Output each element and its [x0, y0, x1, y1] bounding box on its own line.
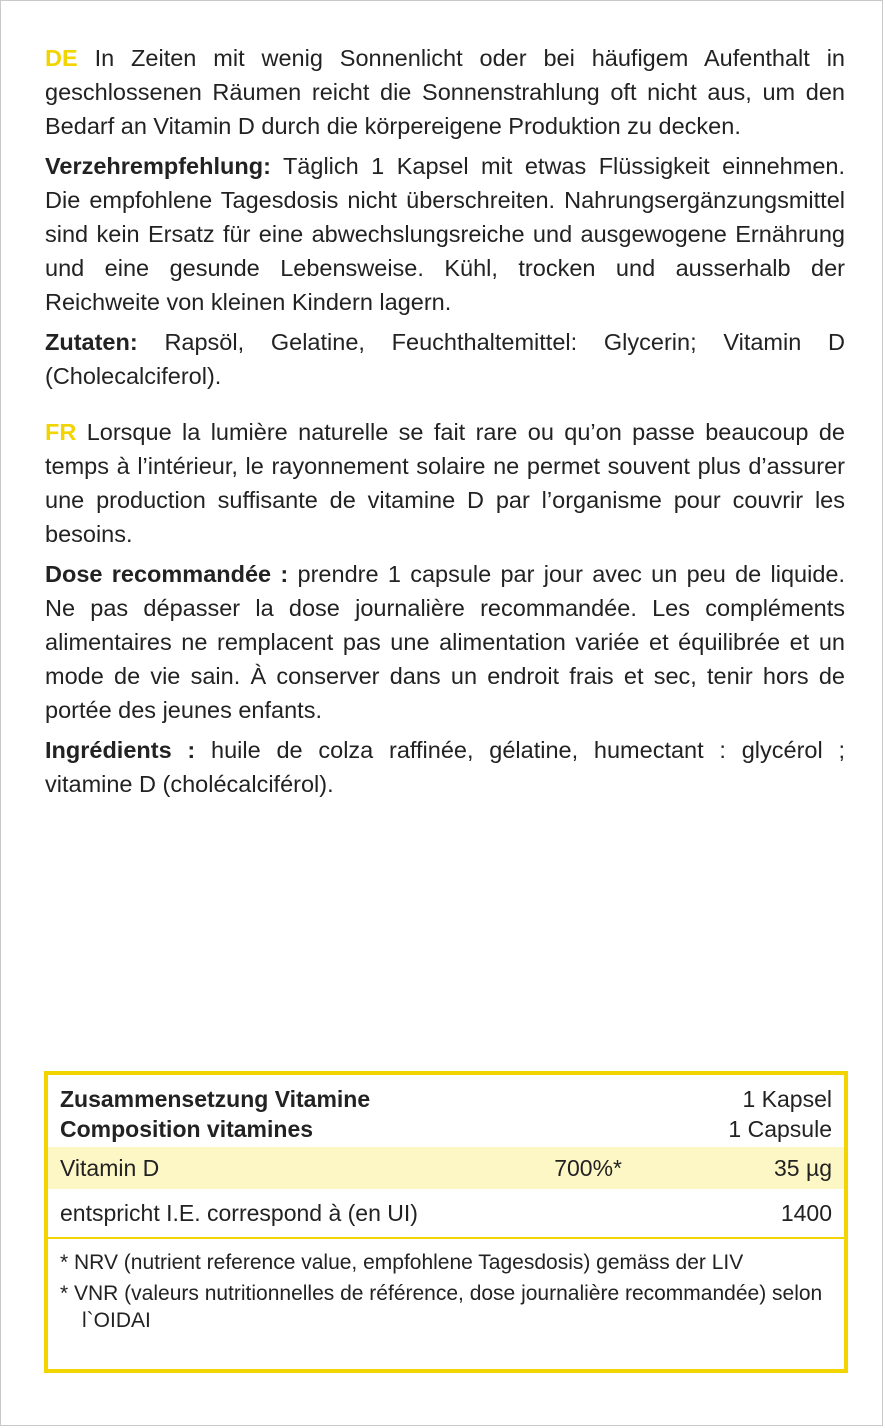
table-title: [60, 1084, 370, 1144]
fr-dose: [45, 557, 845, 727]
row-value: 1400: [780, 1199, 832, 1226]
de-tag: DE: [45, 45, 78, 71]
table-notes: [48, 1239, 844, 1334]
de-ingredients-label: Zutaten:: [45, 329, 138, 355]
fr-intro-text: Lorsque la lumière naturelle se fait rare ou qu’on passe beaucoup de temps à l’intérieur, le rayonnement solaire ne permet souvent plus d’assurer une production suffisante de vitamine D par l’organisme pour couvrir les besoins.: [45, 419, 845, 547]
fr-dose-label: Dose recommandée :: [45, 561, 289, 587]
de-ingredients-text: Rapsöl, Gelatine, Feuchthaltemittel: Glycerin; Vitamin D (Cholecalciferol).: [45, 329, 845, 389]
table-unit-de: 1 Kapsel: [742, 1086, 832, 1112]
table-row: [48, 1189, 844, 1239]
label-text: [45, 41, 845, 807]
row-name: entspricht I.E. correspond à (en UI): [60, 1199, 418, 1226]
table-title-fr: Composition vitamines: [60, 1116, 314, 1142]
fr-ingredients: [45, 733, 845, 801]
table-unit-fr: 1 Capsule: [728, 1116, 832, 1142]
fr-ingredients-text: huile de colza raffinée, gélatine, humectant : glycérol ; vitamine D (cholécalciférol).: [45, 737, 846, 797]
row-pct: 700%*: [554, 1154, 622, 1181]
fr-dose-text: prendre 1 capsule par jour avec un peu de liquide. Ne pas dépasser la dose journalière recommandée. Les compléments alimentaires ne remplacent pas une alimentation variée et équilibrée et un mode de vie sain. À conserver dans un endroit frais et sec, tenir hors de portée des jeunes enfants.: [45, 561, 845, 723]
fr-tag: FR: [45, 419, 77, 445]
table-title-de: Zusammensetzung Vitamine: [60, 1086, 371, 1112]
row-value: 35 µg: [773, 1154, 832, 1181]
fr-intro: [45, 415, 845, 551]
de-intro: [45, 41, 845, 143]
de-intro-text: In Zeiten mit wenig Sonnenlicht oder bei häufigem Aufenthalt in geschlossenen Räumen reicht die Sonnenstrahlung oft nicht aus, um den Bedarf an Vitamin D durch die körpereigene Produktion zu decken.: [45, 45, 846, 139]
row-name: Vitamin D: [60, 1154, 160, 1181]
table-row: [48, 1147, 844, 1189]
nutrition-table: [44, 1071, 848, 1373]
de-dose-text: Täglich 1 Kapsel mit etwas Flüssigkeit einnehmen. Die empfohlene Tagesdosis nicht überschreiten. Nahrungsergänzungsmittel sind kein Ersatz für eine abwechslungsreiche und ausgewogene Ernährung und eine gesunde Lebensweise. Kühl, trocken und ausserhalb der Reichweite von kleinen Kindern lagern.: [45, 153, 845, 315]
table-header: [48, 1075, 844, 1147]
footnote-nrv: * NRV (nutrient reference value, empfohlene Tagesdosis) gemäss der LIV: [60, 1251, 744, 1274]
table-unit: [728, 1084, 832, 1144]
fr-ingredients-label: Ingrédients :: [45, 737, 196, 763]
footnote-vnr: * VNR (valeurs nutritionnelles de référence, dose journalière recommandée) selon l`OIDAI: [60, 1282, 823, 1332]
de-dose: [45, 149, 845, 319]
de-dose-label: Verzehrempfehlung:: [45, 153, 271, 179]
de-ingredients: [45, 325, 845, 393]
